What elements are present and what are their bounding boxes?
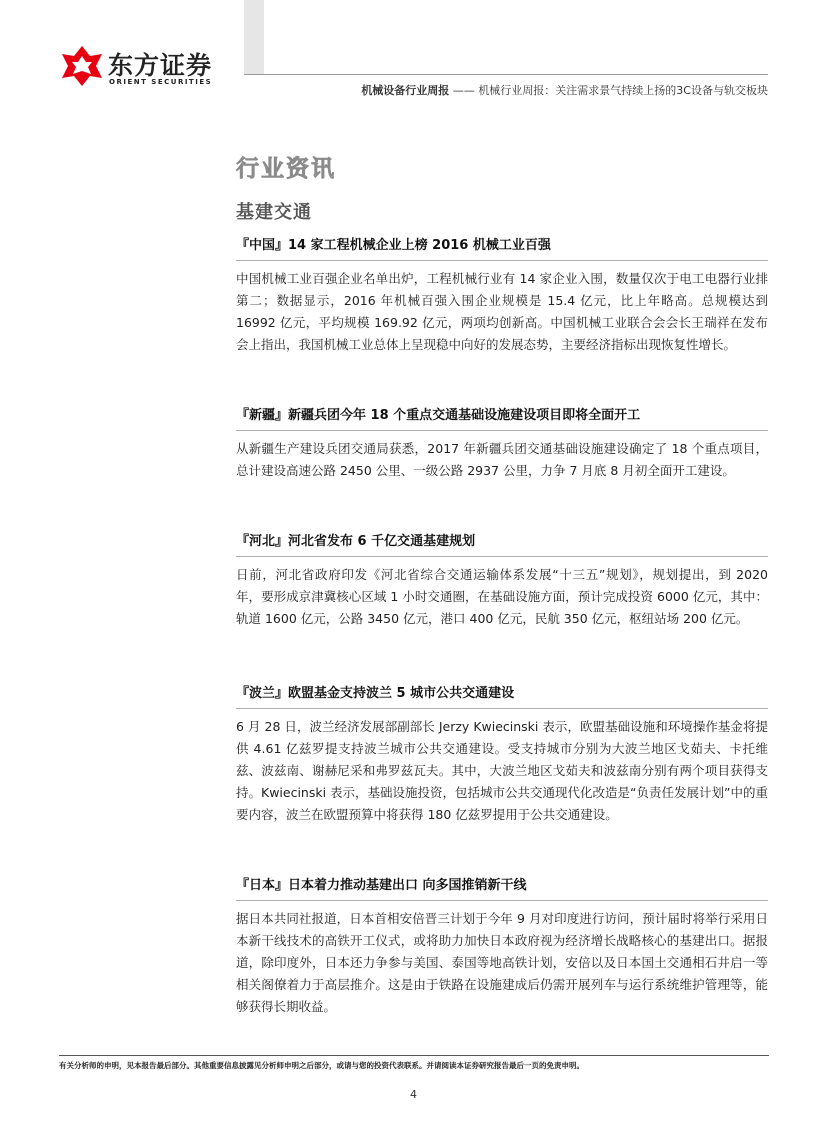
report-header xyxy=(361,82,768,98)
report-subtitle: 机械行业周报：关注需求景气持续上扬的3C设备与轨交板块 xyxy=(478,84,768,97)
article-body: 6 月 28 日，波兰经济发展部副部长 Jerzy Kwiecinski 表示，欧盟基础设施和环境操作基金将提供 4.61 亿兹罗提支持波兰城市公共交通建设。受支持城市分别为大波兰地区戈茹夫、卡托维兹、波兹南、谢赫尼采和弗罗兹瓦夫。其中，大波兰地区戈茹夫和波兹南分别有两个项目获得支持。Kwiecinski 表示，基础设施投资，包括城市公共交通现代化改造是“负责任发展计划”中的重要内容，波兰在欧盟预算中将获得 180 亿兹罗提用于公共交通建设。 xyxy=(236,719,769,822)
article-xinjiang xyxy=(236,404,768,482)
header-accent-bar xyxy=(244,0,264,74)
report-type: 机械设备行业周报 xyxy=(361,84,450,97)
article-headline: 『新疆』新疆兵团今年 18 个重点交通基础设施建设项目即将全面开工 xyxy=(236,404,768,431)
article-body: 从新疆生产建设兵团交通局获悉，2017 年新疆兵团交通基础设施建设确定了 18 个重点项目，总计建设高速公路 2450 公里、一级公路 2937 公里，力争 7 月底 8 月初全面开工建设。 xyxy=(236,441,768,478)
article-body: 日前，河北省政府印发《河北省综合交通运输体系发展“十三五”规划》，规划提出，到 2020 年，要形成京津冀核心区域 1 小时交通圈，在基础设施方面，预计完成投资 6000 亿元，其中：轨道 1600 亿元，公路 3450 亿元，港口 400 亿元，民航 350 亿元，枢纽站场 200 亿元。 xyxy=(236,567,768,626)
header-divider xyxy=(244,74,768,75)
article-headline: 『日本』日本着力推动基建出口 向多国推销新干线 xyxy=(236,874,768,901)
orient-securities-logo-icon xyxy=(60,44,104,88)
article-china xyxy=(236,234,768,356)
article-hebei xyxy=(236,530,768,630)
article-headline: 『波兰』欧盟基金支持波兰 5 城市公共交通建设 xyxy=(236,682,768,709)
logo-name-en: ORIENT SECURITIES xyxy=(109,78,213,86)
footer-disclaimer: 有关分析师的申明，见本报告最后部分。其他重要信息披露见分析师申明之后部分，或请与您的投资代表联系。并请阅读本证券研究报告最后一页的免责申明。 xyxy=(59,1061,584,1070)
header-separator: —— xyxy=(452,84,475,97)
company-logo xyxy=(60,44,230,94)
page-number: 4 xyxy=(410,1088,417,1101)
section-title: 行业资讯 xyxy=(236,156,336,182)
article-headline: 『中国』14 家工程机械企业上榜 2016 机械工业百强 xyxy=(236,234,768,261)
article-japan xyxy=(236,874,768,1018)
footer-divider xyxy=(59,1055,769,1056)
article-body: 据日本共同社报道，日本首相安倍晋三计划于今年 9 月对印度进行访问，预计届时将举行采用日本新干线技术的高铁开工仪式，或将助力加快日本政府视为经济增长战略核心的基建出口。据报道，除印度外，日本还力争参与美国、泰国等地高铁计划，安倍以及日本国土交通相石井启一等相关阁僚着力于高层推介。这是由于铁路在设施建成后仍需开展列车与运行系统维护管理等，能够获得长期收益。 xyxy=(236,911,768,1014)
logo-name-cn: 东方证券 xyxy=(108,51,213,80)
article-poland xyxy=(236,682,768,826)
subsection-title: 基建交通 xyxy=(236,202,312,223)
article-body: 中国机械工业百强企业名单出炉，工程机械行业有 14 家企业入围，数量仅次于电工电器行业排第二；数据显示，2016 年机械百强入围企业规模是 15.4 亿元，比上年略高。总规模达到 16992 亿元，平均规模 169.92 亿元，两项均创新高。中国机械工业联合会会长王瑞祥在发布会上指出，我国机械工业总体上呈现稳中向好的发展态势，主要经济指标出现恢复性增长。 xyxy=(236,271,768,352)
article-headline: 『河北』河北省发布 6 千亿交通基建规划 xyxy=(236,530,768,557)
